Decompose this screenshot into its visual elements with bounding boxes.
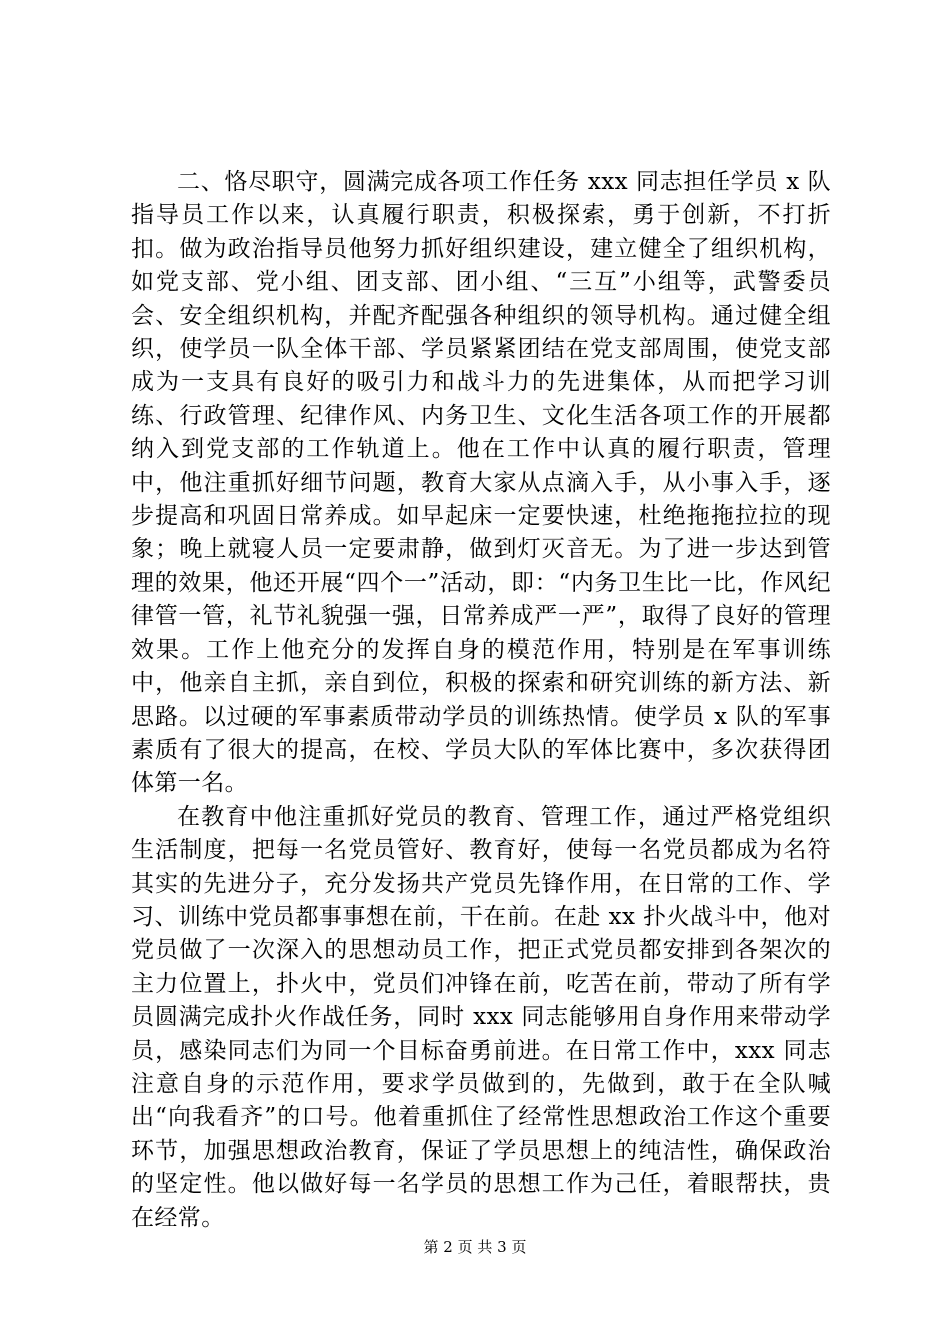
page-number-label: 第 2 页 共 3 页 — [423, 1238, 527, 1256]
paragraph-duty: 二、恪尽职守，圆满完成各项工作任务 xxx 同志担任学员 x 队指导员工作以来，认真履行职责，积极探索，勇于创新，不打折扣。做为政治指导员他努力抓好组织建设，建立健全了组织机构，如党支部、党小组、团支部、团小组、“三互”小组等，武警委员会、安全组织机构，并配齐配强各种组织的领导机构。通过健全组织，使学员一队全体干部、学员紧紧团结在党支部周围，使党支部成为一支具有良好的吸引力和战斗力的先进集体，从而把学习训练、行政管理、纪律作风、内务卫生、文化生活各项工作的开展都纳入到党支部的工作轨道上。他在工作中认真的履行职责，管理中，他注重抓好细节问题，教育大家从点滴入手，从小事入手，逐步提高和巩固日常养成。如早起床一定要快速，杜绝拖拖拉拉的现象；晚上就寝人员一定要肃静，做到灯灭音无。为了进一步达到管理的效果，他还开展“四个一”活动，即：“内务卫生比一比，作风纪律管一管，礼节礼貌强一强，日常养成严一严”，取得了良好的管理效果。工作上他充分的发挥自身的模范作用，特别是在军事训练中，他亲自主抓，亲自到位，积极的探索和研究训练的新方法、新思路。以过硬的军事素质带动学员的训练热情。使学员 x 队的军事素质有了很大的提高，在校、学员大队的军体比赛中，多次获得团体第一名。 — [131, 169, 831, 797]
paragraph-party-education: 在教育中他注重抓好党员的教育、管理工作，通过严格党组织生活制度，把每一名党员管好、教育好，使每一名党员都成为名符其实的先进分子，充分发扬共产党员先锋作用，在日常的工作、学习、训练中党员都事事想在前，干在前。在赴 xx 扑火战斗中，他对党员做了一次深入的思想动员工作，把正式党员都安排到各架次的主力位置上，扑火中，党员们冲锋在前，吃苦在前，带动了所有学员圆满完成扑火作战任务，同时 xxx 同志能够用自身作用来带动学员，感染同志们为同一个目标奋勇前进。在日常工作中，xxx 同志注意自身的示范作用，要求学员做到的，先做到，敢于在全队喊出“向我看齐”的口号。他着重抓住了经常性思想政治工作这个重要环节，加强思想政治教育，保证了学员思想上的纯洁性，确保政治的坚定性。他以做好每一名学员的思想工作为己任，着眼帮扶，贵在经常。 — [131, 803, 831, 1231]
page-number-footer — [0, 1237, 950, 1257]
document-body — [131, 166, 831, 1235]
